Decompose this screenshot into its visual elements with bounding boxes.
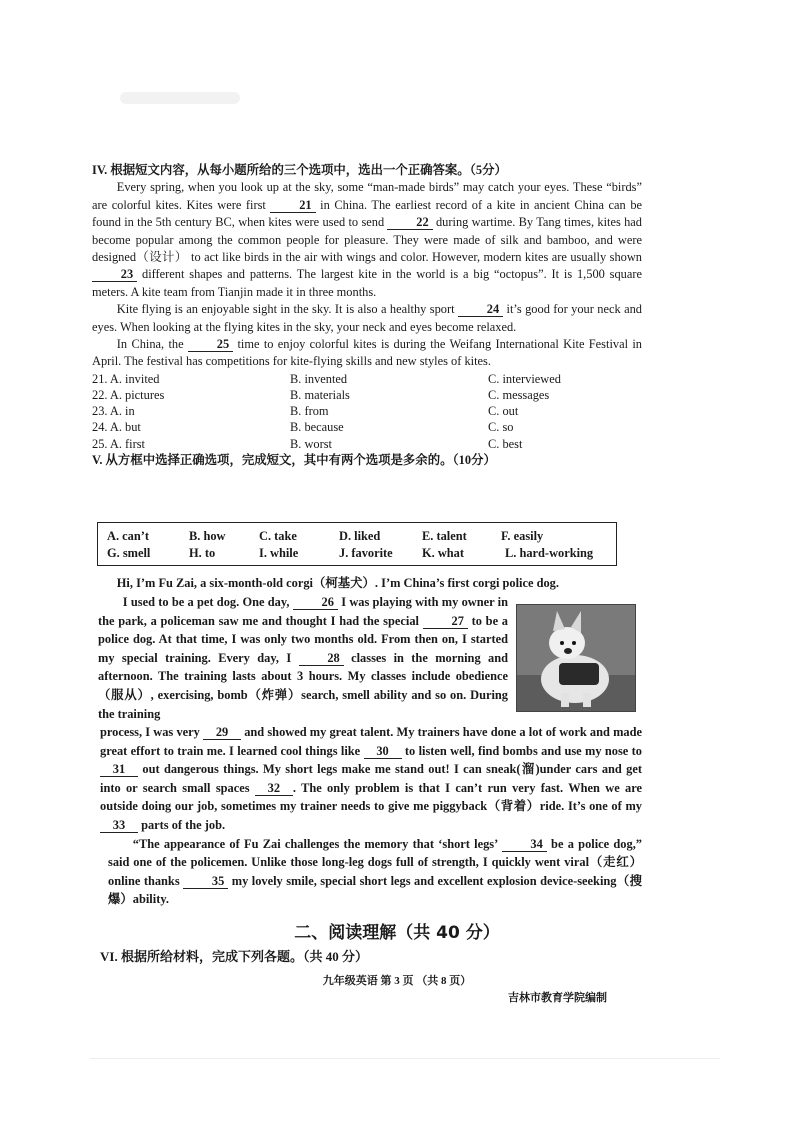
option[interactable]: C. interviewed bbox=[488, 371, 561, 386]
word-option[interactable]: F. easily bbox=[501, 529, 544, 543]
word-option[interactable]: G. smell bbox=[107, 546, 151, 560]
option[interactable]: B. worst bbox=[290, 436, 332, 451]
text: Every spring, when you look up at the sky, some “man-made birds” may catch your eyes. These “birds” are colorful kites. Kites were first bbox=[92, 180, 642, 212]
option-row bbox=[92, 371, 642, 387]
corgi-image bbox=[517, 605, 636, 712]
blank-35[interactable]: 35 bbox=[183, 874, 228, 889]
text: I used to be a pet dog. One day, bbox=[122, 595, 293, 609]
blank-27[interactable]: 27 bbox=[423, 614, 468, 629]
text: classes in the morning and afternoon. The training lasts about 3 hours. My classes include obedience（服从）, exercising, bomb（炸弹）search, smell ability and so on. During the training bbox=[98, 650, 508, 721]
word-option[interactable]: A. can’t bbox=[107, 529, 149, 543]
part-2-heading: 二、阅读理解（共 40 分） bbox=[294, 923, 500, 943]
text: different shapes and patterns. The largest kite in the world is a big “octopus”. It is 1,500 square meters. A kite team from Tianjin made it in three months. bbox=[92, 267, 642, 299]
option-row bbox=[92, 403, 642, 419]
blank-29[interactable]: 29 bbox=[203, 725, 241, 740]
text: I was playing with my owner in the park, a policeman saw me and thought I had the special bbox=[98, 595, 508, 628]
option-row bbox=[92, 387, 642, 403]
option[interactable]: 21. A. invited bbox=[92, 371, 160, 386]
blank-28[interactable]: 28 bbox=[299, 651, 344, 666]
options-list bbox=[92, 371, 642, 452]
text: time to enjoy colorful kites is during the Weifang International Kite Festival in April. The festival has competitions for kite-flying skills and new styles of kites. bbox=[92, 337, 642, 369]
text: “The appearance of Fu Zai challenges the memory that ‘short legs’ bbox=[132, 836, 502, 851]
section-4-paragraph-3 bbox=[92, 336, 642, 371]
word-option[interactable]: J. favorite bbox=[339, 546, 393, 560]
option[interactable]: C. out bbox=[488, 404, 519, 419]
word-option[interactable]: B. how bbox=[189, 529, 226, 543]
text: and showed my great talent. My trainers have done a lot of work and made great effort to train me. I learned cool things like bbox=[100, 725, 642, 758]
blank-32[interactable]: 32 bbox=[255, 781, 293, 796]
option[interactable]: C. best bbox=[488, 436, 523, 451]
word-option[interactable]: I. while bbox=[259, 546, 299, 560]
section-6-heading: VI. 根据所给材料，完成下列各题。（共 40 分） bbox=[100, 949, 368, 964]
blank-34[interactable]: 34 bbox=[502, 837, 547, 852]
option[interactable]: B. materials bbox=[290, 388, 350, 403]
blank-24[interactable]: 24 bbox=[458, 302, 503, 317]
blank-25[interactable]: 25 bbox=[188, 337, 233, 352]
word-option[interactable]: D. liked bbox=[339, 529, 381, 543]
text: parts of the job. bbox=[138, 817, 226, 832]
option[interactable]: 24. A. but bbox=[92, 420, 141, 435]
section-4 bbox=[92, 162, 642, 469]
text: to listen well, find bombs and use my nose to bbox=[401, 743, 642, 758]
text: be a police dog,” said one of the policemen. Unlike those long-leg dogs full of strength, I quickly went viral（走红）online thanks bbox=[108, 836, 642, 888]
text: process, I was very bbox=[100, 725, 204, 739]
text: during wartime. By Tang times, kites had become popular among the common people for pleasure. They were made of silk and bamboo, and were designed（设计） to act like birds in the air with wings and color. However, modern kites are usually shown bbox=[92, 215, 642, 265]
text: it’s good for your neck and eyes. When looking at the flying kites in the sky, your neck and eyes become relaxed. bbox=[92, 302, 642, 334]
blank-31[interactable]: 31 bbox=[100, 762, 138, 777]
section-5-heading: V. 从方框中选择正确选项，完成短文，其中有两个选项是多余的。（10分） bbox=[92, 452, 496, 467]
section-4-paragraph-1 bbox=[92, 179, 642, 301]
blank-26[interactable]: 26 bbox=[293, 595, 338, 610]
text: Kite flying is an enjoyable sight in the sky. It is also a healthy sport bbox=[116, 302, 458, 317]
word-box bbox=[97, 522, 617, 566]
text: in China. The earliest record of a kite in ancient China can be found in the 5th century BC, when kites were used to send bbox=[92, 197, 643, 230]
text: In China, the bbox=[116, 337, 188, 352]
word-option[interactable]: L. hard-working bbox=[505, 546, 594, 560]
option[interactable]: C. so bbox=[488, 420, 514, 435]
text: . The only problem is that I can’t run very fast. When we are outside doing our job, sometimes my trainer needs to give me piggyback（背着）ride. It’s one of my bbox=[100, 780, 642, 814]
blank-21[interactable]: 21 bbox=[270, 198, 315, 213]
editor-credit: 吉林市教育学院编制 bbox=[508, 992, 607, 1004]
page-divider bbox=[90, 1058, 720, 1059]
word-option[interactable]: H. to bbox=[189, 546, 216, 560]
blank-23[interactable]: 23 bbox=[92, 267, 137, 282]
option[interactable]: C. messages bbox=[488, 388, 550, 403]
option[interactable]: 25. A. first bbox=[92, 436, 146, 451]
blank-30[interactable]: 30 bbox=[364, 744, 402, 759]
corgi-police-dog-photo bbox=[516, 604, 636, 712]
option-row bbox=[92, 436, 642, 452]
page-footer: 九年级英语 第 3 页 （共 8 页） bbox=[322, 975, 472, 987]
word-option[interactable]: C. take bbox=[259, 529, 297, 543]
passage-intro: Hi, I’m Fu Zai, a six-month-old corgi（柯基犬）. I’m China’s first corgi police dog. bbox=[116, 576, 559, 590]
section-5-paragraph-2 bbox=[100, 723, 642, 909]
section-5-passage bbox=[92, 574, 642, 593]
option[interactable]: 23. A. in bbox=[92, 404, 135, 419]
section-5-paragraph-1 bbox=[98, 593, 508, 723]
text: out dangerous things. My short legs make me stand out! I can sneak(溜)under cars and get into or search small spaces bbox=[100, 762, 642, 795]
option[interactable]: B. invented bbox=[290, 371, 348, 386]
scan-smudge bbox=[120, 92, 240, 104]
blank-22[interactable]: 22 bbox=[387, 215, 432, 230]
option[interactable]: B. because bbox=[290, 420, 344, 435]
option[interactable]: B. from bbox=[290, 404, 329, 419]
option[interactable]: 22. A. pictures bbox=[92, 388, 165, 403]
blank-33[interactable]: 33 bbox=[100, 818, 138, 833]
word-option[interactable]: E. talent bbox=[422, 529, 467, 543]
section-4-paragraph-2 bbox=[92, 301, 642, 336]
text: my lovely smile, special short legs and excellent explosion device-seeking（搜爆）ability. bbox=[108, 873, 642, 907]
section-4-heading: IV. 根据短文内容，从每小题所给的三个选项中，选出一个正确答案。（5分） bbox=[92, 163, 507, 177]
text: to be a police dog. At that time, I was only two months old. From then on, I started my special training. Every day, I bbox=[98, 613, 509, 665]
word-option[interactable]: K. what bbox=[422, 546, 464, 560]
option-row bbox=[92, 419, 642, 435]
